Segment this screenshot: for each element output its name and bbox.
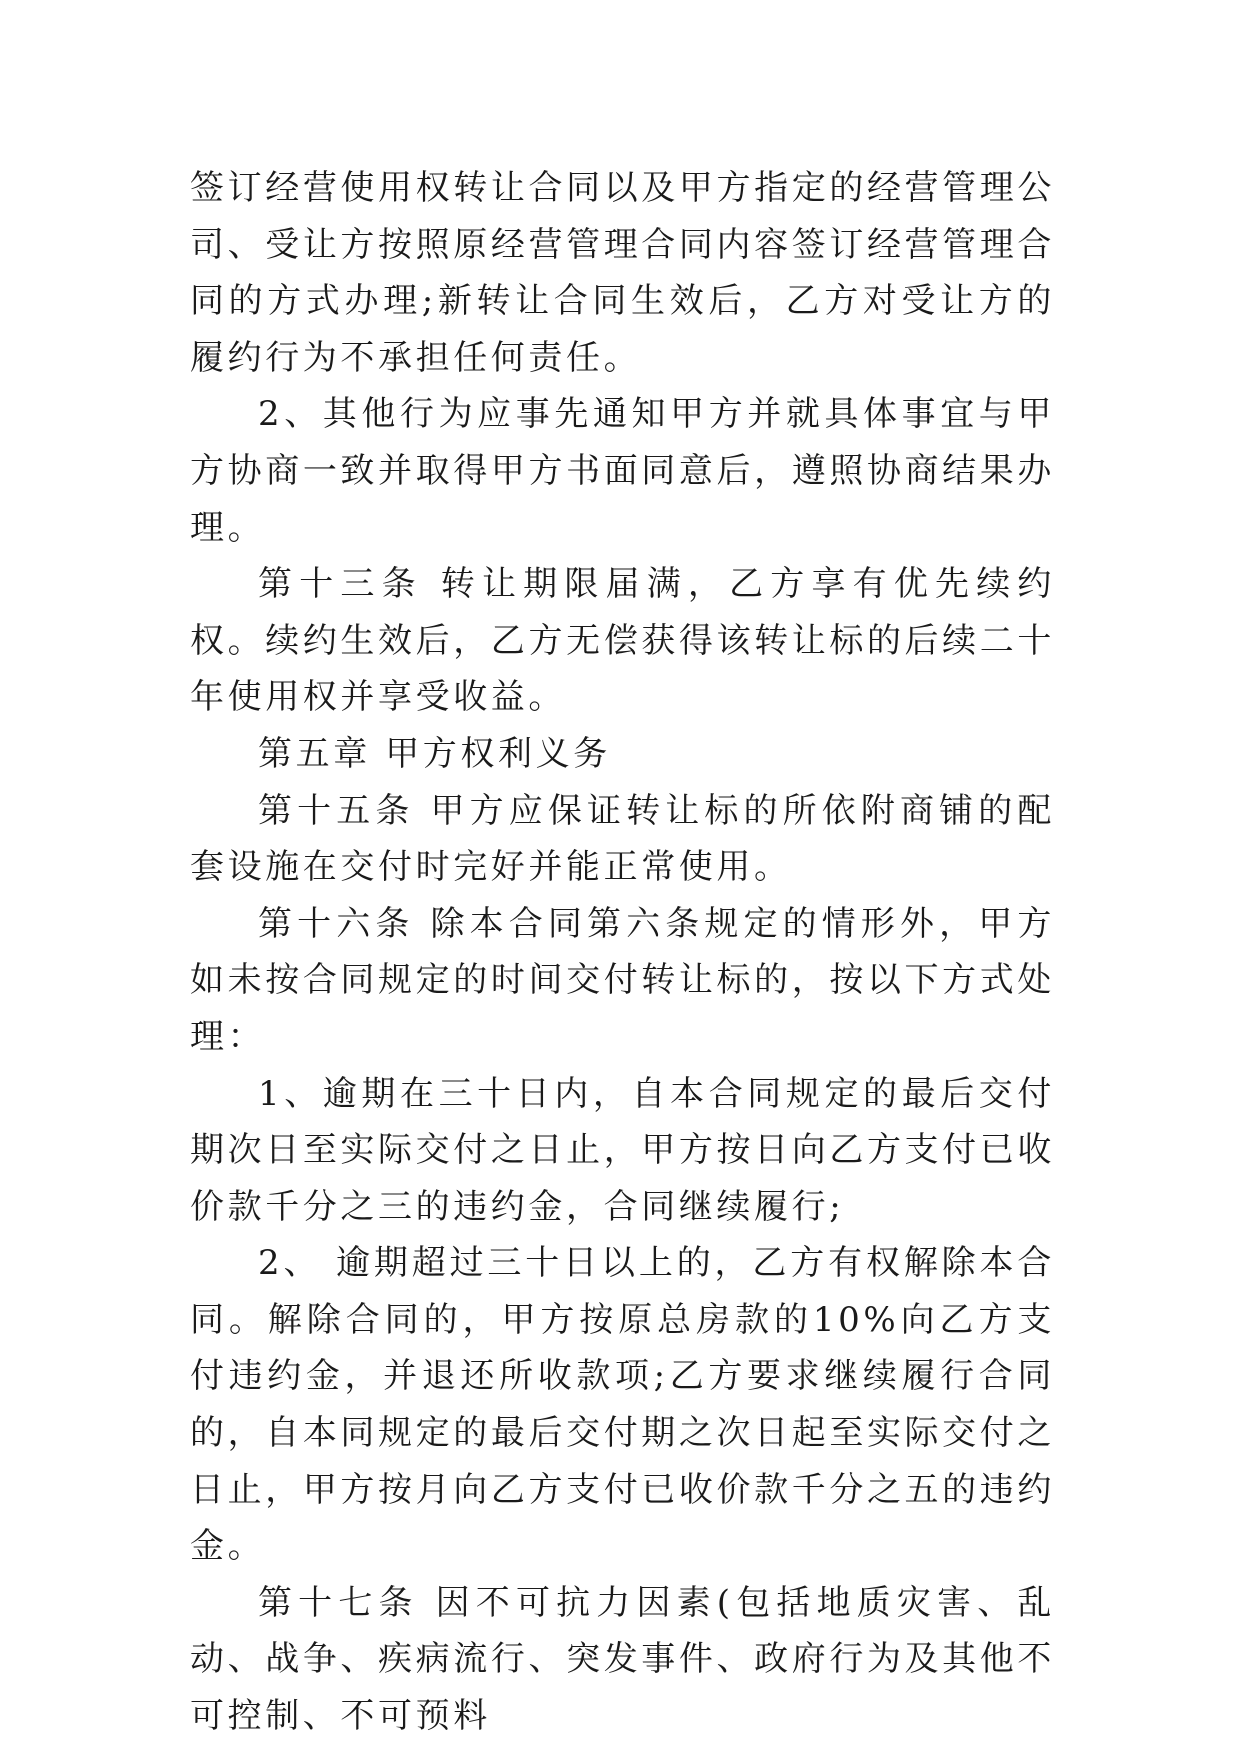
paragraph-article-15: 第十五条 甲方应保证转让标的所依附商铺的配套设施在交付时完好并能正常使用。 <box>190 790 1055 888</box>
paragraph-continued-transfer-terms: 签订经营使用权转让合同以及甲方指定的经营管理公司、受让方按照原经营管理合同内容签订经营管理合同的方式办理;新转让合同生效后，乙方对受让方的履约行为不承担任何责任。 <box>190 168 1055 378</box>
paragraph-article-16: 第十六条 除本合同第六条规定的情形外，甲方如未按合同规定的时间交付转让标的，按以下方式处理： <box>190 903 1055 1057</box>
paragraph-article-17: 第十七条 因不可抗力因素(包括地质灾害、乱动、战争、疾病流行、突发事件、政府行为及其他不可控制、不可预料 <box>190 1582 1055 1737</box>
paragraph-other-actions: 2、其他行为应事先通知甲方并就具体事宜与甲方协商一致并取得甲方书面同意后，遵照协商结果办理。 <box>190 394 1055 548</box>
paragraph-article-13: 第十三条 转让期限届满，乙方享有优先续约权。续约生效后，乙方无偿获得该转让标的后续二十年使用权并享受收益。 <box>190 564 1055 718</box>
chapter-5-heading: 第五章 甲方权利义务 <box>258 733 611 774</box>
document-body <box>190 160 1055 1745</box>
paragraph-article-16-item-2: 2、 逾期超过三十日以上的，乙方有权解除本合同。解除合同的，甲方按原总房款的10%向乙方支付违约金，并退还所收款项;乙方要求继续履行合同的，自本同规定的最后交付期之次日起至实际交付之日止，甲方按月向乙方支付已收价款千分之五的违约金。 <box>190 1243 1055 1567</box>
paragraph-article-16-item-1: 1、逾期在三十日内，自本合同规定的最后交付期次日至实际交付之日止，甲方按日向乙方支付已收价款千分之三的违约金，合同继续履行; <box>190 1073 1055 1227</box>
